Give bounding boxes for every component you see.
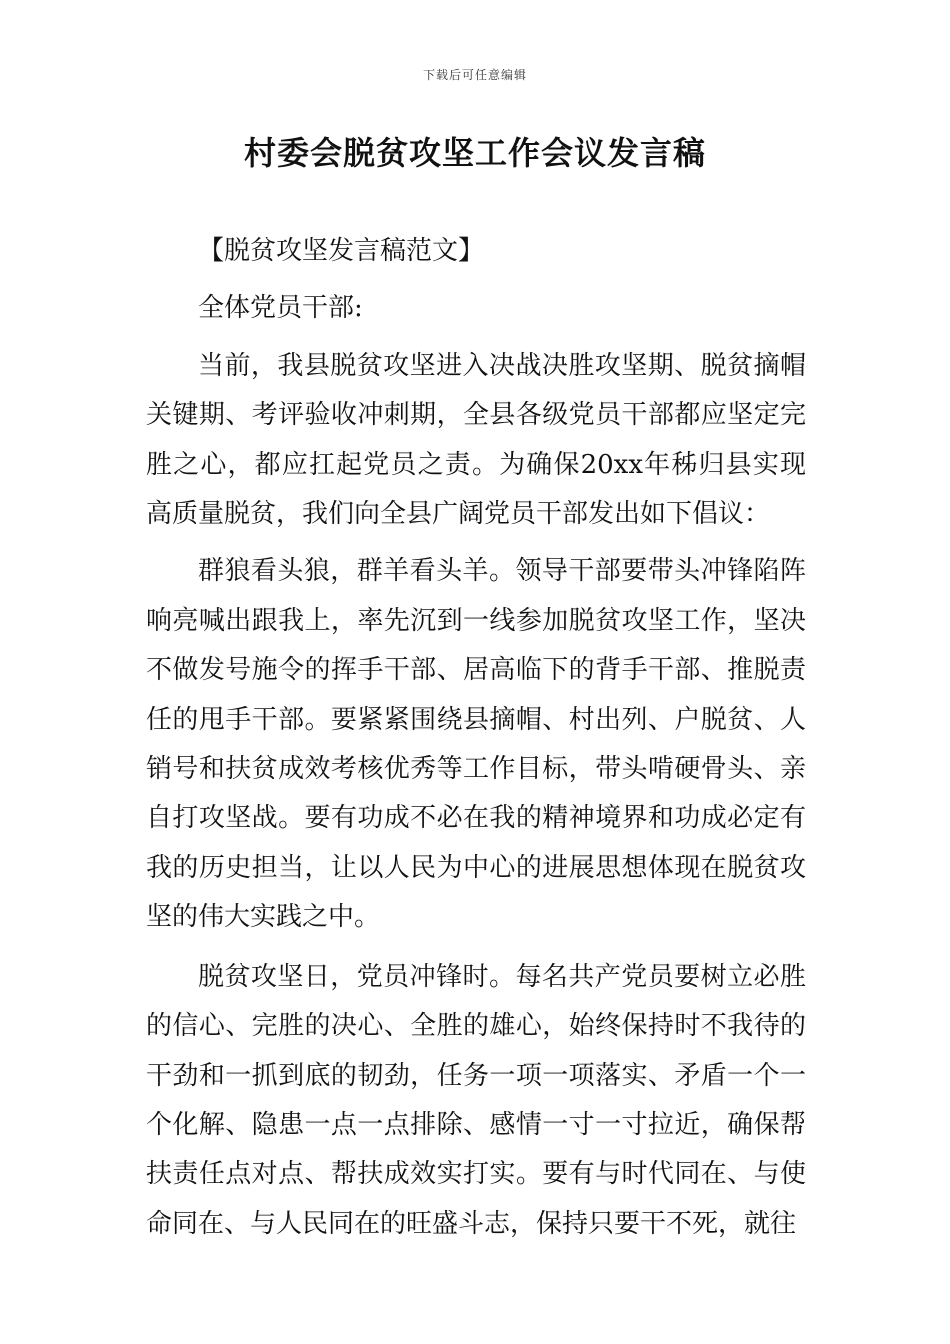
- header-note: 下载后可任意编辑: [422, 68, 527, 82]
- document-body: [146, 227, 806, 1249]
- document-title: 村委会脱贫攻坚工作会议发言稿: [243, 134, 706, 172]
- body-paragraph-3: 脱贫攻坚日，党员冲锋时。每名共产党员要树立必胜的信心、完胜的决心、全胜的雄心，始终保持时不我待的干劲和一抓到底的韧劲，任务一项一项落实、矛盾一个一个化解、隐患一点一点排除、感情一寸一寸拉近，确保帮扶责任点对点、帮扶成效实打实。要有与时代同在、与使命同在、与人民同在的旺盛斗志，保持只要干不死，就往: [146, 961, 806, 1239]
- salutation-line: 全体党员干部:: [198, 293, 363, 324]
- body-paragraph-2: 群狼看头狼，群羊看头羊。领导干部要带头冲锋陷阵响亮喊出跟我上，率先沉到一线参加脱贫攻坚工作，坚决不做发号施令的挥手干部、居高临下的背手干部、推脱责任的甩手干部。要紧紧围绕县摘帽、村出列、户脱贫、人销号和扶贫成效考核优秀等工作目标，带头啃硬骨头、亲自打攻坚战。要有功成不必在我的精神境界和功成必定有我的历史担当，让以人民为中心的进展思想体现在脱贫攻坚的伟大实践之中。: [146, 556, 806, 933]
- subtitle-line: 【脱贫攻坚发言稿范文】: [198, 236, 485, 266]
- body-paragraph-1: 当前，我县脱贫攻坚进入决战决胜攻坚期、脱贫摘帽关键期、考评验收冲刺期，全县各级党员干部都应坚定完胜之心，都应扛起党员之责。为确保20xx年秭归县实现高质量脱贫，我们向全县广阔党员干部发出如下倡议：: [146, 350, 806, 530]
